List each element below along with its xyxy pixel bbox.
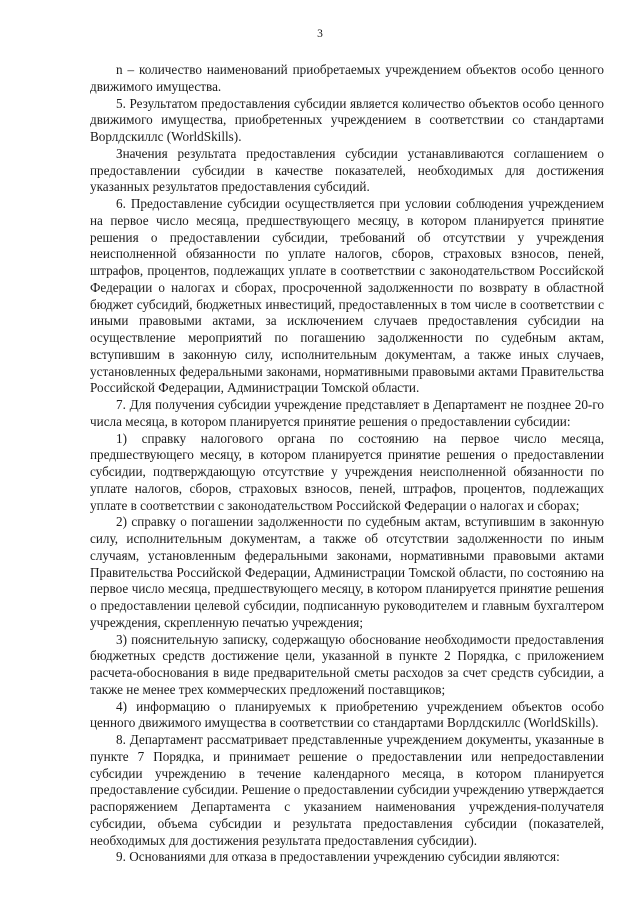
paragraph-8: 8. Департамент рассматривает представленные учреждением документы, указанные в пункте 7 Порядка, и принимает решение о предоставлении или непредоставлении субсидии учреждению в течение календарного месяца, в котором планируется предоставление субсидии. Решение о предоставлении субсидии учреждению утверждается распоряжением Департамента с указанием наименования учреждения-получателя субсидии, объема субсидии и результата предоставления субсидии (показателей, необходимых для достижения результата предоставления субсидии). <box>90 732 604 848</box>
paragraph-7-item-1: 1) справку налогового органа по состоянию на первое число месяца, предшествующего месяцу, в котором планируется принятие решения о предоставлении субсидии, подтверждающую отсутствие у учреждения неисполненной обязанности по уплате налогов, сборов, страховых взносов, пеней, штрафов, процентов, подлежащих уплате в соответствии с законодательством Российской Федерации о налогах и сборах; <box>90 430 604 513</box>
paragraph-n-definition: n – количество наименований приобретаемых учреждением объектов особо ценного движимого имущества. <box>90 62 604 94</box>
document-body <box>90 62 604 866</box>
paragraph-6: 6. Предоставление субсидии осуществляется при условии соблюдения учреждением на первое число месяца, предшествующего месяцу, в котором планируется принятие решения о предоставлении субсидии, требований об отсутствии у учреждения неисполненной обязанности по уплате налогов, сборов, страховых взносов, пеней, штрафов, процентов, подлежащих уплате в соответствии с законодательством Российской Федерации о налогах и сборах, просроченной задолженности по возврату в областной бюджет субсидий, бюджетных инвестиций, предоставленных в том числе в соответствии с иными правовыми актами, за исключением случаев предоставления субсидии на осуществление мероприятий по погашению задолженности по судебным актам, вступившим в законную силу, исполнительным документам, а также иных случаев, установленных федеральными законами, нормативными правовыми актами Правительства Российской Федерации, Администрации Томской области. <box>90 196 604 396</box>
paragraph-result-values: Значения результата предоставления субсидии устанавливаются соглашением о предоставлении субсидии в качестве показателей, необходимых для достижения указанных результатов предоставления субсидий. <box>90 145 604 195</box>
paragraph-7-item-4: 4) информацию о планируемых к приобретению учреждением объектов особо ценного движимого имущества в соответствии со стандартами Ворлдскиллс (WorldSkills). <box>90 698 604 731</box>
page-number: 3 <box>317 28 323 40</box>
paragraph-7: 7. Для получения субсидии учреждение представляет в Департамент не позднее 20-го числа месяца, в котором планируется принятие решения о предоставлении субсидии: <box>90 397 604 429</box>
paragraph-9: 9. Основаниями для отказа в предоставлении учреждению субсидии являются: <box>116 849 560 865</box>
paragraph-7-item-2: 2) справку о погашении задолженности по судебным актам, вступившим в законную силу, исполнительным документам, а также об отсутствии задолженности по иным случаям, установленным федеральными законами, нормативными правовыми актами Правительства Российской Федерации, Администрации Томской области, по состоянию на первое число месяца, предшествующего месяцу, в котором планируется принятие решения о предоставлении целевой субсидии, подписанную руководителем и главным бухгалтером учреждения, скрепленную печатью учреждения; <box>90 514 604 630</box>
paragraph-7-item-3: 3) пояснительную записку, содержащую обоснование необходимости предоставления бюджетных средств достижение цели, указанной в пункте 2 Порядка, с приложением расчета-обоснования в виде предварительной сметы расходов за счет средств субсидии, а также не менее трех коммерческих предложений поставщиков; <box>90 631 604 697</box>
paragraph-5: 5. Результатом предоставления субсидии является количество объектов особо ценного движимого имущества, приобретенных учреждением в соответствии со стандартами Ворлдскиллс (WorldSkills). <box>90 95 604 144</box>
